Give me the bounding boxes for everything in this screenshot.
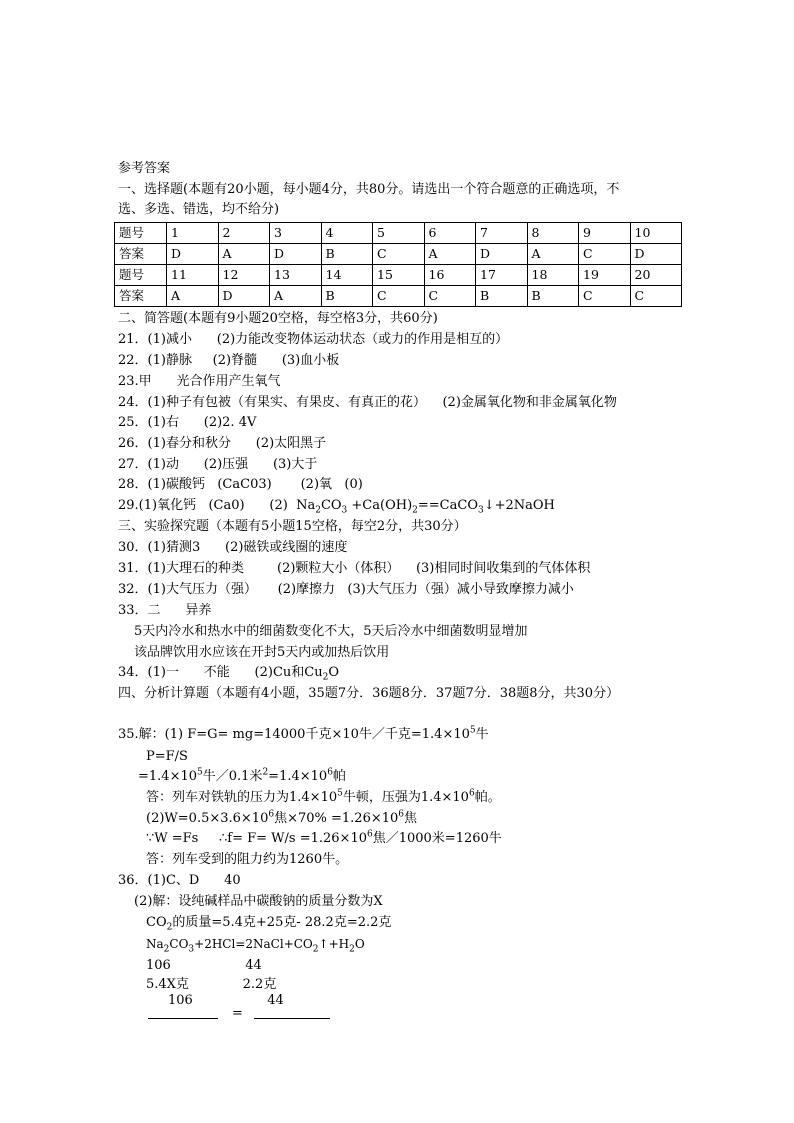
answer-36-line3: $CO_2$的质量=5.4克+25克- 28.2克=2.2克 [146, 915, 392, 933]
answer-35-line1: 35.解：(1) F=G= mg=14000千克×10牛／千克$=1.4\times 10^5$牛 [118, 725, 489, 742]
table-row-header: 题号 [115, 265, 167, 286]
table-cell: B [527, 286, 579, 307]
table-cell: 1 [167, 223, 219, 244]
table-cell: D [270, 244, 322, 265]
table-cell: 5 [373, 223, 425, 244]
answer-24: 24．(1)种子有包被（有果实、有果皮、有真正的花） (2)金属氧化物和非金属氧化物 [118, 395, 617, 410]
answer-36-numerators: 106 44 [168, 993, 284, 1008]
table-cell: A [167, 286, 219, 307]
table-cell: C [579, 244, 631, 265]
table-cell: 10 [630, 223, 682, 244]
answer-33-line2: 5天内冷水和热水中的细菌数变化不大，5天后冷水中细菌数明显增加 [134, 624, 528, 639]
table-cell: D [218, 286, 270, 307]
table-row [115, 286, 682, 307]
table-cell: 20 [630, 265, 682, 286]
table-row-header: 答案 [115, 286, 167, 307]
table-cell: 6 [424, 223, 476, 244]
table-cell: 17 [476, 265, 528, 286]
table-cell: C [424, 286, 476, 307]
table-cell: 4 [321, 223, 373, 244]
table-cell: A [270, 286, 322, 307]
equals-sign: = [232, 1006, 243, 1021]
table-cell: 19 [579, 265, 631, 286]
fraction-line-left [148, 1018, 218, 1019]
answer-table [114, 222, 682, 307]
section2-heading: 二、简答题(本题有9小题20空格，每空格3分，共60分) [118, 311, 438, 326]
answer-28: 28．(1)碳酸钙 (CaC03) (2)氧 (0) [118, 477, 363, 492]
answer-36-masses: 5.4X克 2.2克 [146, 977, 277, 992]
table-cell: 8 [527, 223, 579, 244]
table-cell: 18 [527, 265, 579, 286]
table-cell: C [579, 286, 631, 307]
table-cell: B [476, 286, 528, 307]
table-cell: 2 [218, 223, 270, 244]
answer-35-line3: $=1.4\times 10^5$牛／0.1米$^2=1.4\times 10^6$帕 [138, 767, 346, 784]
answer-25: 25．(1)右 (2)2. 4V [118, 415, 257, 430]
table-cell: 14 [321, 265, 373, 286]
table-cell: 16 [424, 265, 476, 286]
table-cell: B [321, 244, 373, 265]
table-cell: 15 [373, 265, 425, 286]
section1-heading-line2: 选、多选、错选，均不给分) [118, 202, 280, 217]
fraction-line-right [254, 1018, 330, 1019]
answer-26: 26．(1)春分和秋分 (2)太阳黑子 [118, 436, 327, 451]
table-cell: B [321, 286, 373, 307]
answer-23: 23.甲 光合作用产生氧气 [118, 374, 281, 389]
table-cell: 12 [218, 265, 270, 286]
answer-33-line3: 该品牌饮用水应该在开封5天内或加热后饮用 [134, 645, 390, 660]
answer-36-line2: (2)解：设纯碱样品中碳酸钠的质量分数为X [134, 894, 383, 909]
answer-30: 30．(1)猜测3 (2)磁铁或线圈的速度 [118, 540, 348, 555]
table-cell: 9 [579, 223, 631, 244]
table-cell: D [630, 244, 682, 265]
section1-heading-line1: 一、选择题(本题有20小题，每小题4分，共80分。请选出一个符合题意的正确选项，不 [118, 182, 620, 197]
answer-29: 29.(1)氧化钙 (Ca0) (2) $Na_2CO_3$ $+Ca(OH)_2==CaCO_3↓+2NaOH$ [118, 498, 555, 516]
answer-35-line6: ∵W =Fs ∴f= $F= W/s =1.26\times 10^6$焦／1000米=1260牛 [146, 829, 502, 846]
answer-33: 33．二 异养 [118, 603, 212, 618]
table-cell: A [527, 244, 579, 265]
answer-35-line7: 答：列车受到的阻力约为1260牛。 [146, 852, 349, 867]
table-cell: A [218, 244, 270, 265]
page-title: 参考答案 [118, 161, 171, 176]
table-cell: 3 [270, 223, 322, 244]
table-cell: C [373, 244, 425, 265]
answer-22: 22．(1)静脉 (2)脊髓 (3)血小板 [118, 353, 340, 368]
answer-32: 32．(1)大气压力（强） (2)摩擦力 (3)大气压力（强）减小导致摩擦力减小 [118, 582, 574, 597]
section3-heading: 三、实验探究题（本题有5小题15空格，每空2分，共30分） [118, 519, 467, 534]
answer-35-line4: 答：列车对铁轨的压力为$1.4\times 10^5$牛顿，压强为$1.4\times 10^6$帕。 [146, 788, 501, 805]
table-row [115, 244, 682, 265]
answer-31: 31．(1)大理石的种类 (2)颗粒大小（体积） (3)相同时间收集到的气体体积 [118, 561, 591, 576]
table-cell: D [167, 244, 219, 265]
answer-35-line5: $(2)W=0.5\times 3.6\times 10^6$焦$\times 70\% =1.26\times 10^6$焦 [146, 809, 418, 826]
table-row-header: 题号 [115, 223, 167, 244]
answer-27: 27．(1)动 (2)压强 (3)大于 [118, 457, 318, 472]
table-cell: 11 [167, 265, 219, 286]
answer-34: 34．(1)一 不能 (2)Cu和$Cu_2O$ [118, 665, 340, 683]
table-row [115, 223, 682, 244]
table-row-header: 答案 [115, 244, 167, 265]
table-cell: 13 [270, 265, 322, 286]
table-cell: A [424, 244, 476, 265]
table-row [115, 265, 682, 286]
table-cell: C [630, 286, 682, 307]
section4-heading: 四、分析计算题（本题有4小题，35题7分．36题8分．37题7分．38题8分，共30分） [118, 686, 620, 701]
answer-21: 21．(1)减小 (2)力能改变物体运动状态（或力的作用是相互的） [118, 332, 509, 347]
answer-36-equation: $Na_2CO_3+2HCl=2NaCl+CO_2↑+H_2O$ [146, 937, 365, 955]
answer-36-molar-masses: 106 44 [146, 958, 262, 973]
answer-35-line2: P=F/S [146, 749, 188, 764]
table-cell: 7 [476, 223, 528, 244]
table-cell: D [476, 244, 528, 265]
answer-36-line1: 36．(1)C、D 40 [118, 873, 241, 888]
table-cell: C [373, 286, 425, 307]
